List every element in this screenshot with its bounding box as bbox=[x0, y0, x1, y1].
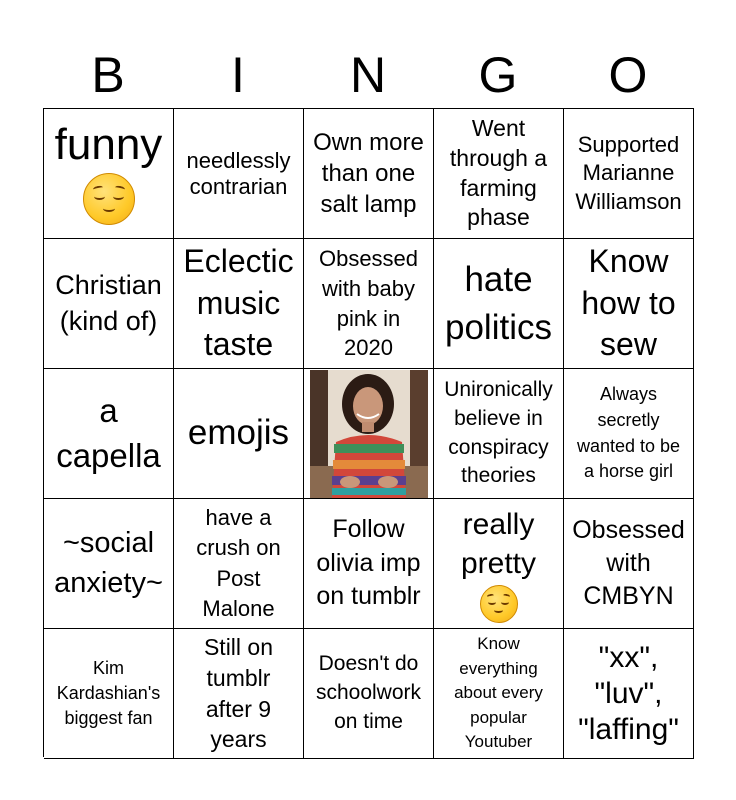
cell-label: have a crush on Post Malone bbox=[196, 504, 281, 621]
cell-label: really pretty bbox=[460, 507, 537, 580]
header-letter-o: O bbox=[608, 47, 648, 103]
bingo-cell-really-pretty[interactable] bbox=[434, 499, 564, 629]
cell-label: Supported Marianne Williamson bbox=[575, 131, 682, 214]
cell-label: a capella bbox=[56, 391, 161, 474]
bingo-cell-hate-politics[interactable] bbox=[434, 239, 564, 369]
bingo-cell-still-tumblr[interactable] bbox=[174, 629, 304, 759]
bingo-cell-contrarian[interactable] bbox=[174, 109, 304, 239]
bingo-cell-salt-lamp[interactable] bbox=[304, 109, 434, 239]
cell-label: Obsessed with CMBYN bbox=[572, 516, 685, 610]
bingo-cell-a-capella[interactable] bbox=[44, 369, 174, 499]
bingo-cell-xx-luv[interactable] bbox=[564, 629, 694, 759]
cell-label: Still on tumblr after 9 years bbox=[203, 634, 274, 753]
bingo-cell-christian[interactable] bbox=[44, 239, 174, 369]
bingo-cell-farming-phase[interactable] bbox=[434, 109, 564, 239]
bingo-cell-music-taste[interactable] bbox=[174, 239, 304, 369]
bingo-cell-horse-girl[interactable] bbox=[564, 369, 694, 499]
bingo-cell-kim-kardashian[interactable] bbox=[44, 629, 174, 759]
bingo-cell-emojis[interactable] bbox=[174, 369, 304, 499]
cell-label: Eclectic music taste bbox=[183, 243, 294, 363]
header-letter-n: N bbox=[349, 47, 387, 103]
bingo-cell-olivia-imp[interactable] bbox=[304, 499, 434, 629]
cell-label: Went through a farming phase bbox=[449, 114, 548, 231]
cell-label: Know everything about every popular Youtuber bbox=[454, 633, 543, 752]
cell-label: emojis bbox=[187, 413, 290, 453]
bingo-cell-baby-pink[interactable] bbox=[304, 239, 434, 369]
cell-label: Know how to sew bbox=[581, 243, 676, 363]
bingo-board bbox=[43, 108, 694, 757]
relieved-face-emoji-icon bbox=[83, 173, 135, 225]
relieved-face-emoji-icon bbox=[480, 585, 518, 623]
cell-label: Unironically believe in conspiracy theories bbox=[444, 377, 553, 488]
cell-label: Follow olivia imp on tumblr bbox=[316, 514, 421, 611]
header-letter-i: I bbox=[231, 47, 245, 103]
cell-label: Always secretly wanted to be a horse girl bbox=[576, 384, 681, 482]
cell-label: Christian (kind of) bbox=[55, 270, 162, 336]
bingo-cell-youtuber[interactable] bbox=[434, 629, 564, 759]
bingo-cell-schoolwork[interactable] bbox=[304, 629, 434, 759]
cell-label: funny bbox=[54, 120, 163, 170]
bingo-cell-conspiracy[interactable] bbox=[434, 369, 564, 499]
bingo-cell-post-malone[interactable] bbox=[174, 499, 304, 629]
cell-label: Doesn't do schoolwork on time bbox=[315, 652, 422, 733]
cell-label: Kim Kardashian's biggest fan bbox=[56, 657, 161, 729]
cell-label: Own more than one salt lamp bbox=[313, 128, 424, 219]
bingo-cell-funny[interactable] bbox=[44, 109, 174, 239]
bingo-cell-free-space[interactable] bbox=[304, 369, 434, 499]
free-space-photo bbox=[310, 370, 428, 498]
bingo-header bbox=[43, 42, 693, 108]
cell-label: ~social anxiety~ bbox=[54, 527, 163, 599]
bingo-cell-marianne[interactable] bbox=[564, 109, 694, 239]
bingo-cell-cmbyn[interactable] bbox=[564, 499, 694, 629]
bingo-cell-social-anxiety[interactable] bbox=[44, 499, 174, 629]
cell-label: hate politics bbox=[445, 260, 552, 347]
cell-label: needlessly contrarian bbox=[186, 148, 291, 199]
cell-label: "xx", "luv", "laffing" bbox=[578, 640, 679, 746]
cell-label: Obsessed with baby pink in 2020 bbox=[318, 246, 419, 361]
bingo-cell-sew[interactable] bbox=[564, 239, 694, 369]
header-letter-g: G bbox=[478, 47, 518, 103]
header-letter-b: B bbox=[91, 47, 125, 103]
